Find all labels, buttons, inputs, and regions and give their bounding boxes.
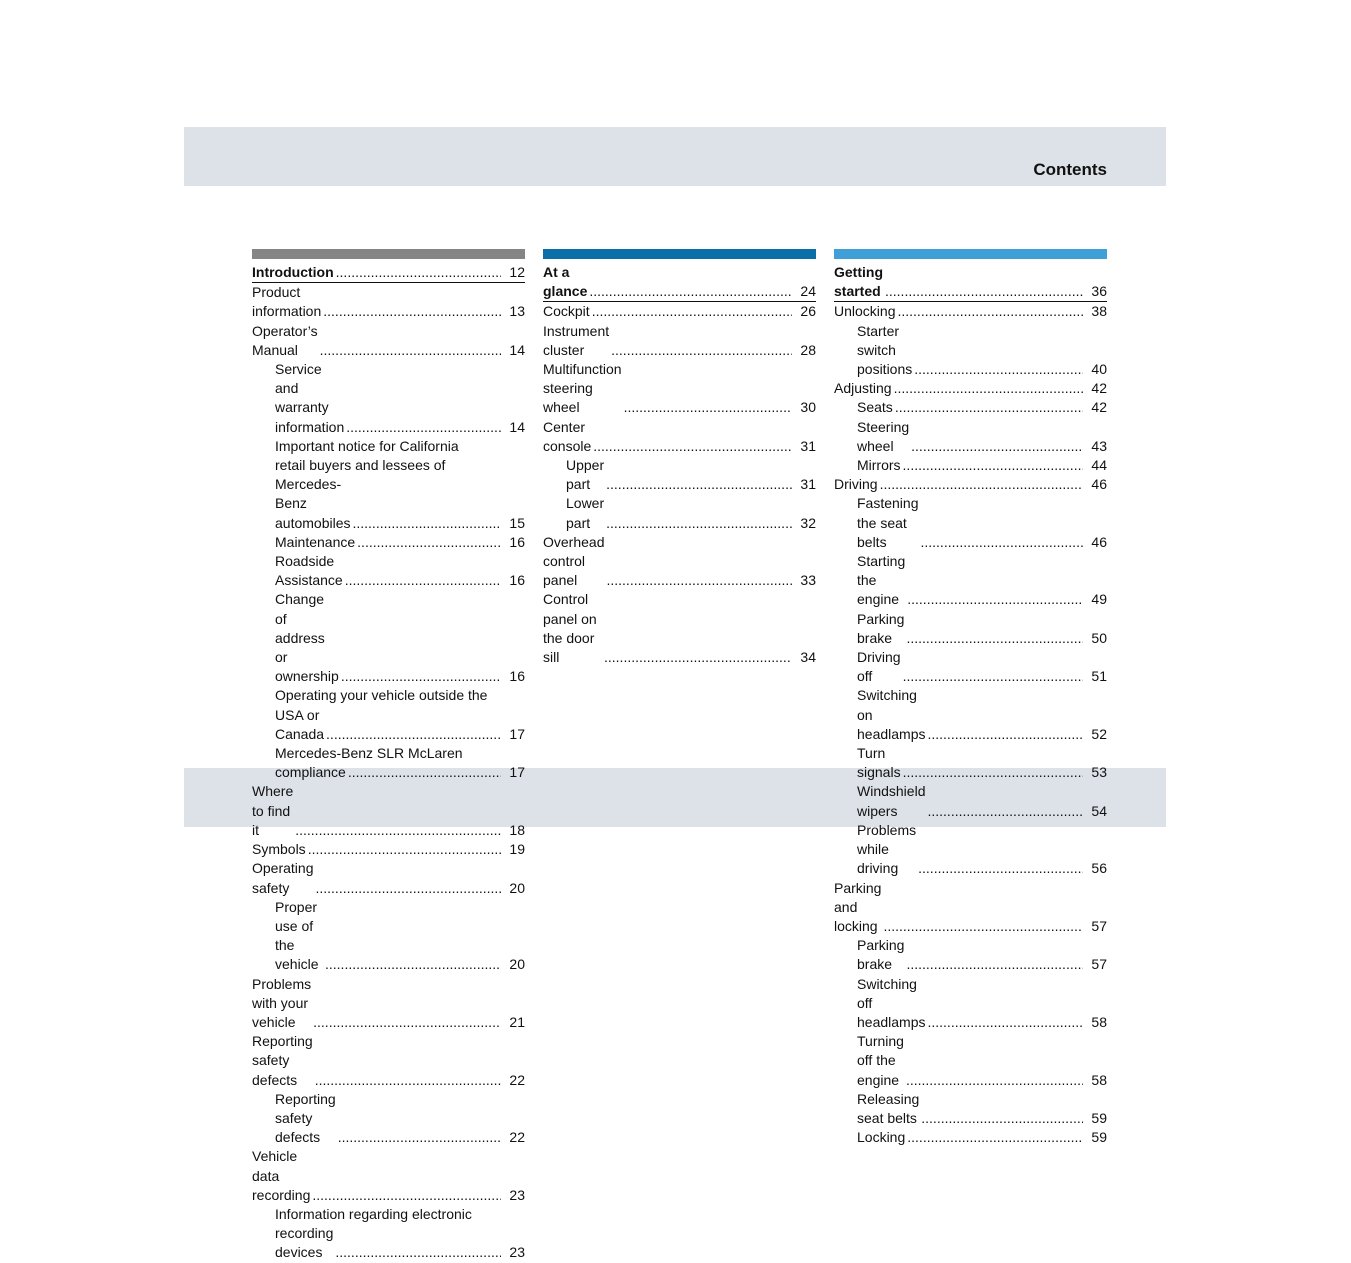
toc-page-number: 17 <box>509 764 525 781</box>
toc-entry-text: Vehicle data recording <box>252 1148 311 1203</box>
toc-entry-text: Starting the engine <box>857 553 906 608</box>
toc-entry-text: Getting started <box>834 264 883 300</box>
leader-dots <box>606 475 792 494</box>
toc-entry[interactable] <box>834 1128 1107 1147</box>
toc-entry[interactable] <box>834 744 1107 782</box>
toc-entry-text: Parking brake <box>857 610 905 646</box>
toc-entry[interactable] <box>834 1090 1107 1128</box>
page-title: Contents <box>1033 160 1107 179</box>
toc-entry[interactable] <box>252 782 525 840</box>
leader-dots <box>906 1071 1083 1090</box>
toc-page-number: 38 <box>1091 303 1107 320</box>
toc-entry-text: Driving <box>834 476 878 493</box>
leader-dots <box>880 475 1083 494</box>
toc-entry-text: Change of address or ownership <box>275 591 339 685</box>
toc-column-introduction <box>252 249 525 1263</box>
leader-dots <box>921 1109 1083 1128</box>
toc-page-number: 15 <box>509 514 525 531</box>
toc-page-number: 34 <box>800 649 816 666</box>
toc-page-number: 51 <box>1091 668 1107 685</box>
toc-entry-text: Control panel on the door sill <box>543 591 597 666</box>
toc-entry[interactable] <box>252 840 525 859</box>
toc-entry-text: Operating safety <box>252 860 314 896</box>
toc-page-number: 31 <box>800 476 816 493</box>
leader-dots <box>593 437 792 456</box>
toc-entry[interactable] <box>543 494 816 532</box>
leader-dots <box>914 360 1083 379</box>
toc-entry-text: compliance <box>275 764 346 781</box>
toc-entry-text: Problems while driving <box>857 821 917 877</box>
toc-entry[interactable] <box>252 975 525 1033</box>
toc-entry-text: Adjusting <box>834 380 892 397</box>
leader-dots <box>346 418 501 437</box>
leader-dots <box>341 667 501 686</box>
toc-entry[interactable] <box>834 475 1107 494</box>
toc-page-number: 22 <box>509 1071 525 1088</box>
toc-column-getting-started <box>834 249 1107 1147</box>
toc-entry-text: Turning off the engine <box>857 1033 904 1088</box>
toc-entry-text: Service and warranty information <box>275 361 345 435</box>
section-color-bar <box>252 249 525 259</box>
toc-entry[interactable] <box>252 283 525 321</box>
toc-page-number: 59 <box>1091 1129 1107 1146</box>
leader-dots <box>885 282 1083 301</box>
toc-page-number: 57 <box>1091 956 1107 973</box>
toc-entry-text: Operating your vehicle outside the <box>275 687 488 704</box>
toc-page-number: 40 <box>1091 361 1107 378</box>
toc-page-number: 57 <box>1091 917 1107 934</box>
leader-dots <box>894 379 1083 398</box>
toc-page-number: 21 <box>509 1013 525 1030</box>
toc-page-number: 42 <box>1091 380 1107 397</box>
toc-entry-text: Important notice for California <box>275 437 459 454</box>
toc-entry[interactable] <box>252 437 525 533</box>
leader-dots <box>606 514 792 533</box>
toc-entry-text: Seats <box>857 399 893 416</box>
leader-dots <box>611 341 792 360</box>
toc-page-number: 33 <box>800 572 816 589</box>
toc-entry-text: Mirrors <box>857 457 901 474</box>
toc-entry[interactable] <box>543 456 816 494</box>
toc-page-number: 42 <box>1091 399 1107 416</box>
toc-section-heading[interactable] <box>543 263 816 302</box>
leader-dots <box>903 667 1083 686</box>
toc-page-number: 17 <box>509 725 525 742</box>
section-color-bar <box>834 249 1107 259</box>
toc-page-number: 16 <box>509 533 525 550</box>
toc-entry[interactable] <box>543 322 816 360</box>
toc-entry-text: recording devices <box>275 1225 334 1261</box>
toc-page-number: 20 <box>509 956 525 973</box>
toc-entry[interactable] <box>834 302 1107 321</box>
toc-entry[interactable] <box>834 1032 1107 1090</box>
toc-entry-text: Upper part <box>566 457 605 493</box>
toc-entry[interactable] <box>834 648 1107 686</box>
toc-entry[interactable] <box>834 398 1107 417</box>
toc-entry[interactable] <box>834 782 1107 820</box>
section-color-bar <box>543 249 816 259</box>
toc-page-number: 56 <box>1091 860 1107 877</box>
leader-dots <box>345 571 501 590</box>
toc-entry-text: Reporting safety defects <box>252 1033 313 1088</box>
toc-page-number: 53 <box>1091 764 1107 781</box>
toc-entry[interactable] <box>252 552 525 590</box>
toc-page-number: 50 <box>1091 629 1107 646</box>
leader-dots <box>335 1243 501 1262</box>
toc-page-number: 16 <box>509 572 525 589</box>
toc-entry-text: Proper use of the vehicle <box>275 898 319 973</box>
leader-dots <box>295 821 501 840</box>
leader-dots <box>604 648 792 667</box>
toc-entry-text: Center console <box>543 418 592 454</box>
toc-entry-text: Maintenance <box>275 533 356 550</box>
toc-page-number: 23 <box>509 1186 525 1203</box>
toc-entry-text: Windshield wipers <box>857 783 926 819</box>
leader-dots <box>308 840 501 859</box>
toc-entry[interactable] <box>834 552 1107 610</box>
toc-page-number: 23 <box>509 1244 525 1261</box>
toc-entry-text: Symbols <box>252 841 306 858</box>
toc-entry[interactable] <box>252 533 525 552</box>
toc-entry[interactable] <box>834 379 1107 398</box>
leader-dots <box>907 590 1083 609</box>
toc-page-number: 58 <box>1091 1071 1107 1088</box>
toc-page-number: 49 <box>1091 591 1107 608</box>
toc-page-number: 28 <box>800 341 816 358</box>
toc-page-number: 59 <box>1091 1109 1107 1126</box>
toc-page-number: 26 <box>800 303 816 320</box>
toc-entry[interactable] <box>834 879 1107 937</box>
toc-entry-text: Introduction <box>252 264 334 280</box>
toc-entry[interactable] <box>834 610 1107 648</box>
toc-entry-text: Driving off <box>857 649 901 685</box>
toc-page-number: 52 <box>1091 725 1107 742</box>
toc-entry[interactable] <box>834 686 1107 744</box>
leader-dots <box>338 1128 501 1147</box>
leader-dots <box>323 302 501 321</box>
toc-column-at-a-glance <box>543 249 816 667</box>
leader-dots <box>606 571 792 590</box>
leader-dots <box>903 456 1083 475</box>
leader-dots <box>592 302 792 321</box>
toc-page-number: 58 <box>1091 1013 1107 1030</box>
leader-dots <box>906 955 1083 974</box>
toc-entry-text: Roadside Assistance <box>275 553 343 589</box>
leader-dots <box>897 302 1083 321</box>
toc-entry-text: Lower part <box>566 495 605 531</box>
leader-dots <box>326 725 501 744</box>
leader-dots <box>315 1071 501 1090</box>
toc-entry-text: Fastening the seat belts <box>857 495 919 550</box>
leader-dots <box>927 802 1083 821</box>
toc-page-number: 46 <box>1091 533 1107 550</box>
toc-page-number: 22 <box>509 1129 525 1146</box>
toc-entry[interactable] <box>252 360 525 437</box>
toc-entry-text: Switching on headlamps <box>857 687 926 742</box>
toc-entry-text: USA or Canada <box>275 706 325 742</box>
toc-entry[interactable] <box>543 533 816 591</box>
leader-dots <box>312 1186 501 1205</box>
toc-page-number: 14 <box>509 341 525 358</box>
toc-entry[interactable] <box>834 418 1107 456</box>
toc-entry[interactable] <box>834 821 1107 879</box>
toc-entry[interactable] <box>252 744 525 782</box>
toc-entry-text: At a glance <box>543 264 588 300</box>
leader-dots <box>883 917 1083 936</box>
toc-entry-text: Releasing seat belts <box>857 1090 920 1126</box>
leader-dots <box>336 263 501 282</box>
leader-dots <box>315 879 501 898</box>
toc-page-number: 44 <box>1091 457 1107 474</box>
toc-entry-text: Instrument cluster <box>543 322 610 358</box>
toc-entry-text: Parking brake <box>857 937 905 973</box>
toc-page-number: 12 <box>509 264 525 280</box>
leader-dots <box>927 1013 1083 1032</box>
toc-entry[interactable] <box>252 859 525 897</box>
toc-entry[interactable] <box>252 1205 525 1263</box>
toc-entry[interactable] <box>543 302 816 321</box>
leader-dots <box>320 341 501 360</box>
leader-dots <box>907 1128 1083 1147</box>
toc-entry[interactable] <box>543 418 816 456</box>
toc-page-number: 36 <box>1091 283 1107 300</box>
leader-dots <box>918 859 1083 878</box>
toc-entry[interactable] <box>252 1032 525 1090</box>
toc-page-number: 32 <box>800 514 816 531</box>
toc-page-number: 43 <box>1091 437 1107 454</box>
toc-entry-text: Reporting safety defects <box>275 1090 336 1146</box>
toc-entry[interactable] <box>834 494 1107 552</box>
toc-entry-text: Cockpit <box>543 303 590 320</box>
toc-entry-text: Locking <box>857 1129 906 1146</box>
toc-entry-text: Unlocking <box>834 303 896 320</box>
toc-page-number: 14 <box>509 418 525 435</box>
leader-dots <box>927 725 1083 744</box>
toc-entry-text: retail buyers and lessees of <box>275 457 446 474</box>
toc-page-number: 46 <box>1091 476 1107 493</box>
toc-entry-text: Where to find it <box>252 783 294 838</box>
toc-entry[interactable] <box>252 1147 525 1205</box>
toc-entry-text: Parking and locking <box>834 879 882 934</box>
toc-entry[interactable] <box>252 322 525 360</box>
toc-page-number: 31 <box>800 437 816 454</box>
toc-entry[interactable] <box>543 590 816 667</box>
toc-entry[interactable] <box>834 936 1107 974</box>
toc-page-number: 30 <box>800 399 816 416</box>
toc-page-number: 18 <box>509 821 525 838</box>
header-band <box>184 127 1166 186</box>
leader-dots <box>313 1013 501 1032</box>
toc-entry[interactable] <box>252 590 525 686</box>
toc-entry[interactable] <box>252 898 525 975</box>
toc-entry[interactable] <box>252 686 525 744</box>
toc-page-number: 16 <box>509 668 525 685</box>
toc-page-number: 20 <box>509 879 525 896</box>
toc-entry[interactable] <box>834 322 1107 380</box>
toc-entry-text: Starter switch positions <box>857 322 913 378</box>
toc-page-number: 54 <box>1091 802 1107 819</box>
toc-entry-text: Mercedes-Benz automobiles <box>275 476 351 531</box>
toc-entry-text: Turn signals <box>857 745 901 781</box>
toc-entry[interactable] <box>543 360 816 418</box>
toc-entry-text: Problems with your vehicle <box>252 975 312 1030</box>
toc-entry-text: Overhead control panel <box>543 533 605 589</box>
toc-section-heading[interactable] <box>834 263 1107 302</box>
toc-page-number: 24 <box>800 283 816 300</box>
leader-dots <box>895 398 1083 417</box>
leader-dots <box>325 955 501 974</box>
toc-entry[interactable] <box>252 1090 525 1148</box>
leader-dots <box>911 437 1083 456</box>
leader-dots <box>903 763 1083 782</box>
leader-dots <box>589 282 792 301</box>
toc-page-number: 19 <box>509 841 525 858</box>
toc-entry-text: Multifunction steering wheel <box>543 361 622 416</box>
leader-dots <box>348 763 501 782</box>
leader-dots <box>357 533 501 552</box>
toc-entry-text: Steering wheel <box>857 418 910 454</box>
leader-dots <box>624 398 792 417</box>
toc-section-heading[interactable] <box>252 263 525 283</box>
toc-entry-text: Information regarding electronic <box>275 1205 472 1222</box>
toc-entry-text: Switching off headlamps <box>857 975 926 1030</box>
toc-entry[interactable] <box>834 975 1107 1033</box>
toc-entry[interactable] <box>834 456 1107 475</box>
toc-entry-text: Operator’s Manual <box>252 322 318 358</box>
leader-dots <box>906 629 1083 648</box>
leader-dots <box>920 533 1083 552</box>
toc-entry-text: Product information <box>252 284 322 320</box>
leader-dots <box>352 514 501 533</box>
toc-page-number: 13 <box>509 303 525 320</box>
toc-entry-text: Mercedes-Benz SLR McLaren <box>275 745 463 762</box>
